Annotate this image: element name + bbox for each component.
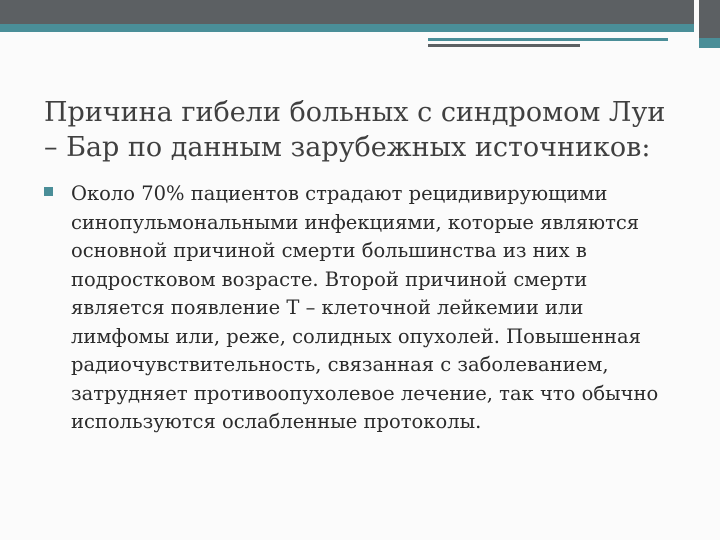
- bullet-marker-icon: [44, 187, 53, 196]
- bullet-text: Около 70% пациентов страдают рецидивирующими синопульмональными инфекциями, которые являются основной причиной смерти большинства из них в подростковом возрасте. Второй причиной смерти является появление Т – клеточной лейкемии или лимфомы или, реже, солидных опухолей. Повышенная радиочувствительность, связанная с заболеванием, затрудняет противоопухолевое лечение, так что обычно используются ослабленные протоколы.: [71, 182, 659, 433]
- header-line-accent: [428, 38, 668, 41]
- bullet-list: [44, 180, 684, 437]
- slide-title: Причина гибели больных с синдромом Луи – Бар по данным зарубежных источников:: [44, 97, 666, 163]
- header-bar-dark: [0, 0, 694, 24]
- header-bar-accent: [0, 24, 694, 32]
- header-line-dark: [428, 44, 580, 47]
- corner-block-accent: [699, 38, 720, 48]
- corner-block-dark: [699, 0, 720, 38]
